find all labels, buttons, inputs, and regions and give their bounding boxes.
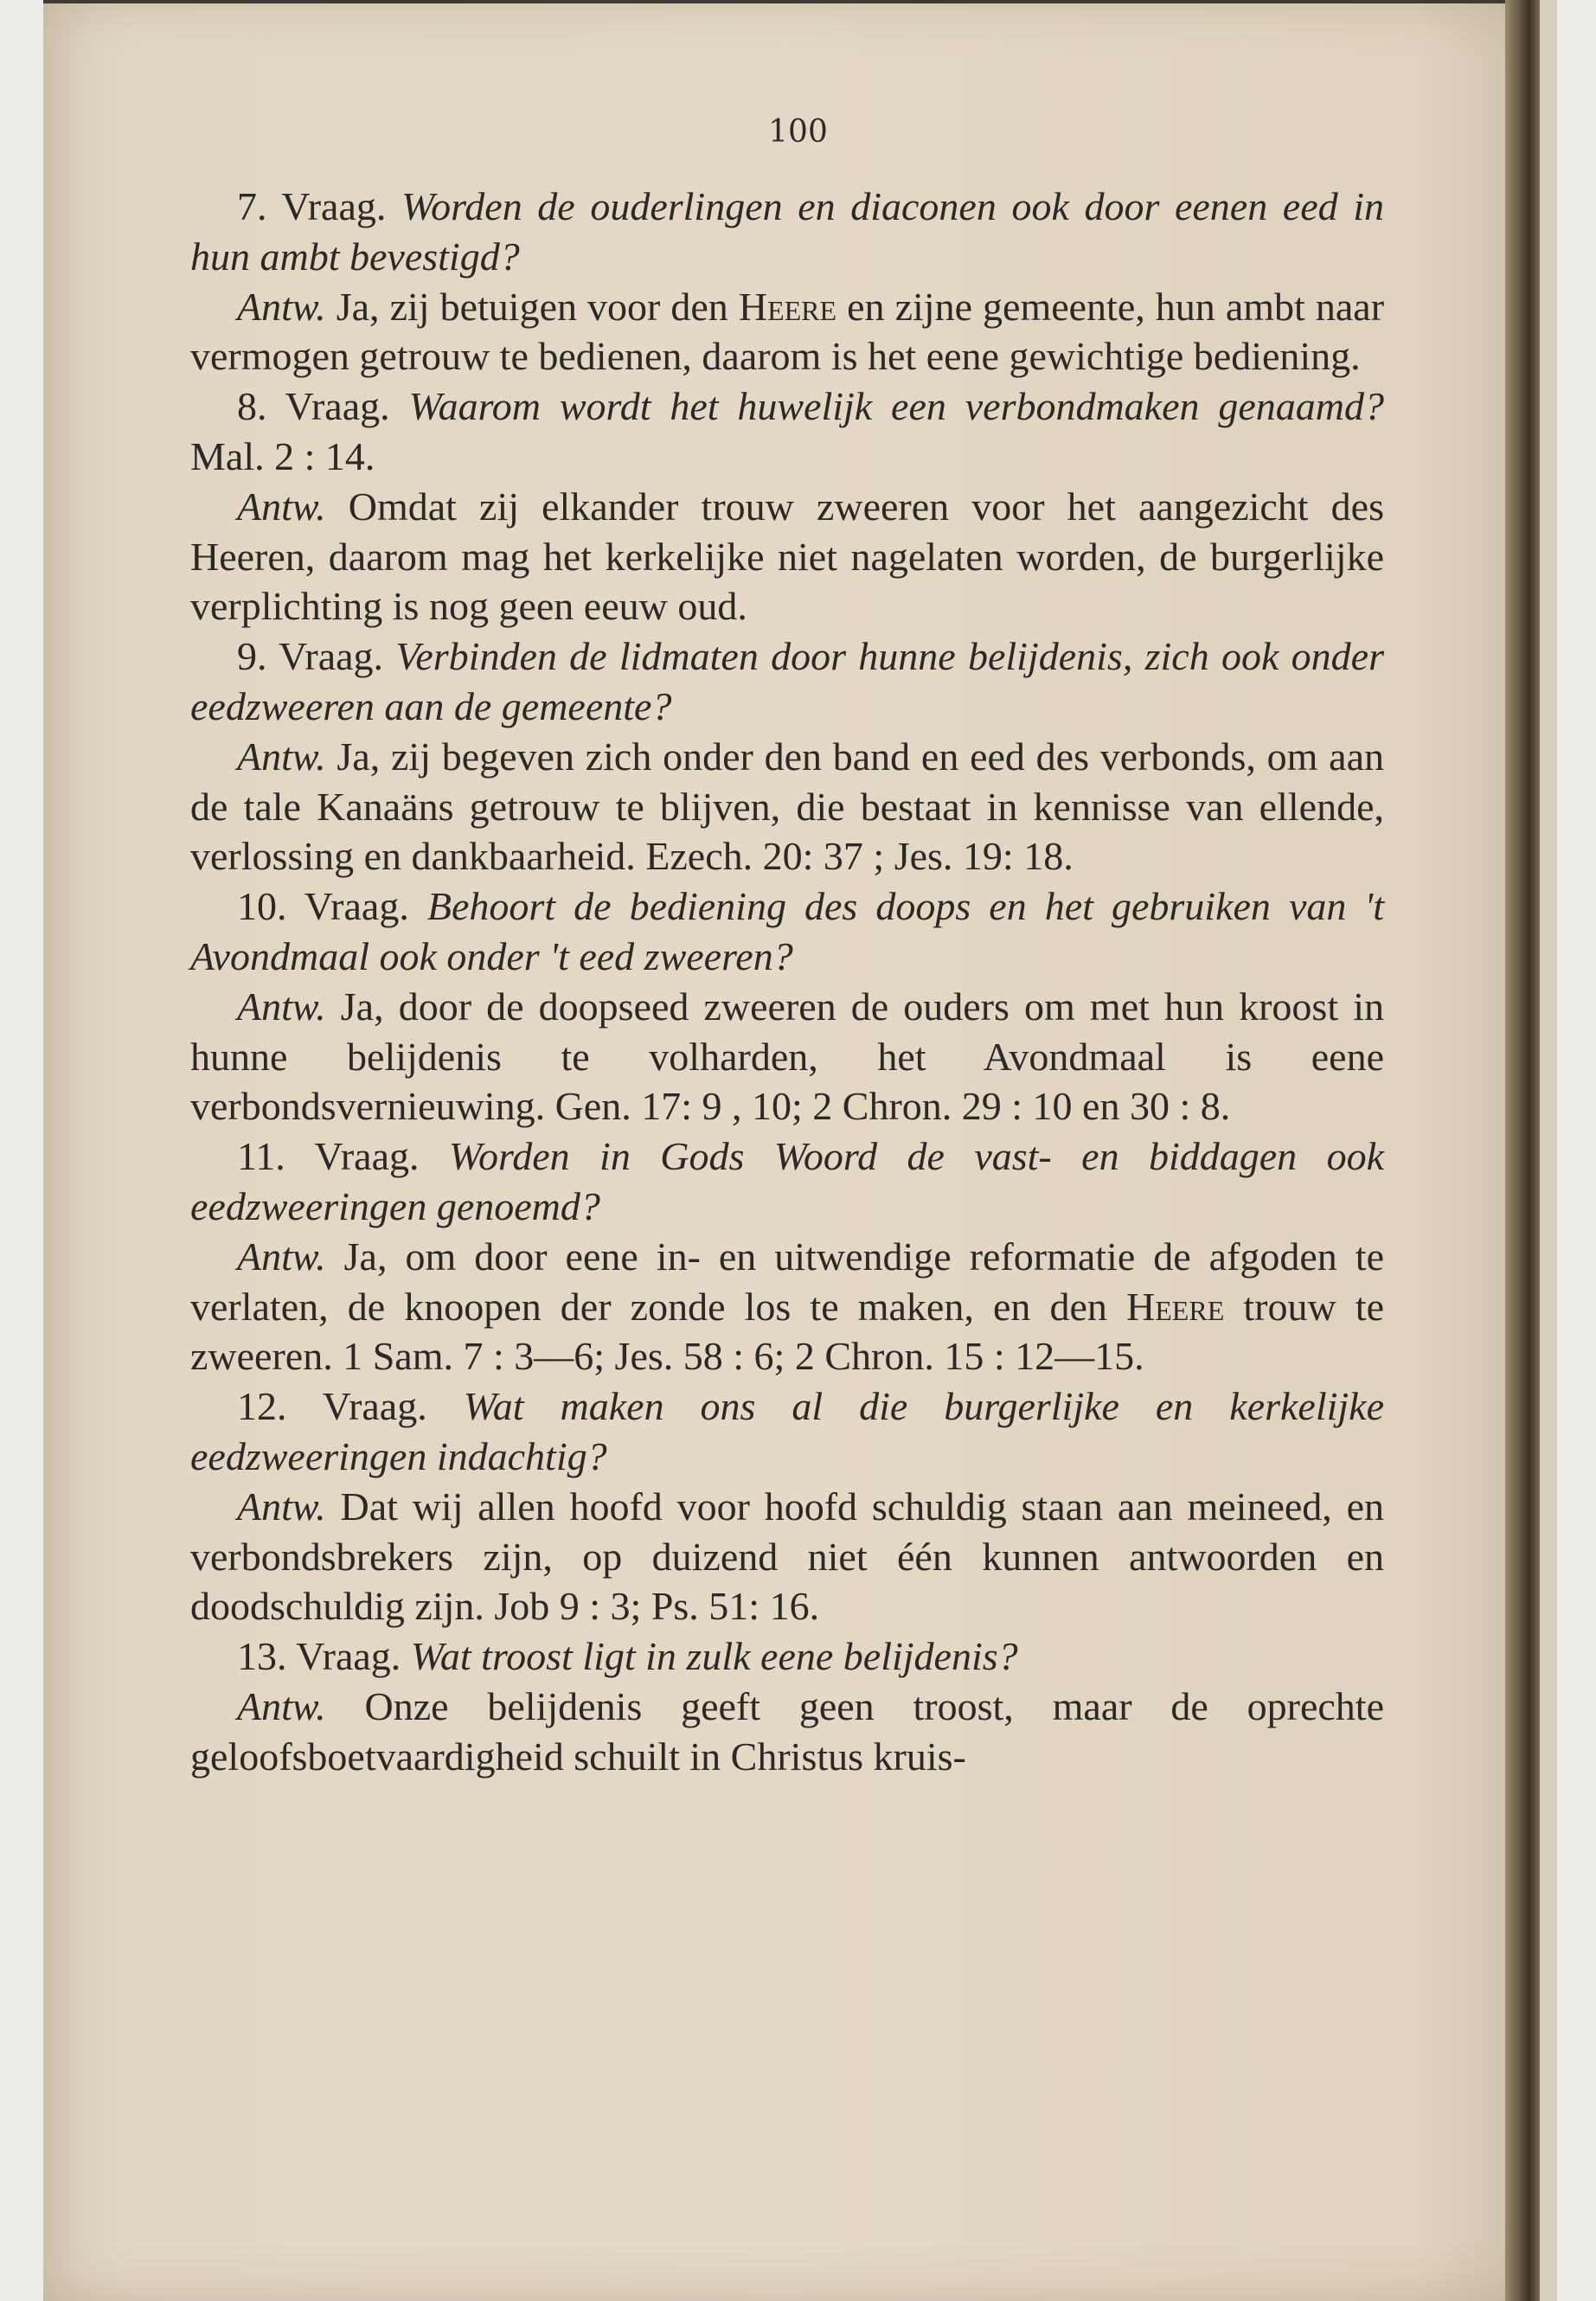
question-number: 11. Vraag. [237, 1134, 420, 1179]
question-number: 8. Vraag. [237, 384, 390, 429]
question-number: 7. Vraag. [237, 184, 387, 228]
question-13 [190, 1631, 1384, 1682]
answer-text: Dat wij allen hoofd voor hoofd schuldig staan aan meineed, en verbondsbrekers zijn, op duizend niet één kunnen antwoorden en doodschuldig zijn. Job 9 : 3; Ps. 51: 16. [190, 1484, 1384, 1629]
answer-smallcaps: Heere [738, 284, 837, 329]
question-number: 9. Vraag. [237, 634, 384, 679]
question-text: Wat maken ons al die burgerlijke en kerkelijke eedzweeringen indachtig? [190, 1384, 1384, 1478]
answer-smallcaps: Heere [1126, 1284, 1225, 1329]
book-spine-shadow [1505, 0, 1540, 2301]
question-text: Behoort de bediening des doops en het gebruiken van 't Avondmaal ook onder 't eed zweeren? [190, 884, 1385, 978]
question-text: Worden de ouderlingen en diaconen ook door eenen eed in hun ambt bevestigd? [190, 184, 1385, 279]
answer-8 [190, 482, 1384, 631]
question-7 [190, 182, 1384, 282]
scan-margin [1540, 0, 1557, 2301]
answer-label: Antw. [237, 984, 326, 1029]
answer-text: Ja, om door eene in- en uitwendige reformatie de afgoden te verlaten, de knoopen der zonde los te maken, en den [190, 1234, 1384, 1329]
answer-10 [190, 982, 1384, 1131]
question-text: Wat troost ligt in zulk eene belijdenis? [410, 1634, 1018, 1679]
question-number: 13. Vraag. [237, 1634, 401, 1679]
question-8 [190, 381, 1384, 482]
question-11 [190, 1131, 1384, 1232]
answer-text: Ja, zij begeven zich onder den band en eed des verbonds, om aan de tale Kanaäns getrouw te blijven, die bestaat in kennisse van ellende, verlossing en dankbaarheid. Ezech. 20: 37 ; Jes. 19: 18. [190, 734, 1385, 879]
answer-label: Antw. [237, 484, 326, 529]
question-12 [190, 1381, 1384, 1482]
scripture-reference: Mal. 2 : 14. [190, 433, 375, 478]
answer-9 [190, 732, 1384, 881]
page-top-edge [43, 0, 1537, 3]
question-text: Waarom wordt het huwelijk een verbondmaken genaamd? [408, 384, 1384, 429]
question-text: Verbinden de lidmaten door hunne belijdenis, zich ook onder eedzweeren aan de gemeente? [190, 634, 1385, 728]
answer-7 [190, 282, 1384, 382]
answer-text: Ja, zij betuigen voor den [336, 284, 728, 329]
answer-11 [190, 1232, 1384, 1381]
question-10 [190, 881, 1384, 982]
answer-text: Omdat zij elkander trouw zweeren voor het aangezicht des Heeren, daarom mag het kerkelijke niet nagelaten worden, de burgerlijke verplichting is nog geen eeuw oud. [190, 484, 1385, 629]
catechism-text [190, 182, 1384, 1782]
answer-label: Antw. [237, 284, 326, 329]
answer-text: Onze belijdenis geeft geen troost, maar de oprechte geloofsboetvaardigheid schuilt in Christus kruis- [190, 1683, 1385, 1779]
answer-text: trouw te zweeren. 1 Sam. 7 : 3—6; Jes. 58 : 6; 2 Chron. 15 : 12—15. [190, 1284, 1385, 1379]
answer-text: en zijne gemeente, hun ambt naar vermogen getrouw te bedienen, daarom is het eene gewichtige bediening. [190, 284, 1385, 379]
answer-label: Antw. [237, 1484, 326, 1529]
question-number: 12. Vraag. [237, 1384, 427, 1429]
question-text: Worden in Gods Woord de vast- en biddagen ook eedzweeringen genoemd? [190, 1134, 1385, 1228]
question-number: 10. Vraag. [237, 884, 409, 929]
question-9 [190, 631, 1384, 732]
page-number: 100 [768, 114, 828, 150]
answer-text: Ja, door de doopseed zweeren de ouders om met hun kroost in hunne belijdenis te volharden, het Avondmaal is eene verbondsvernieuwing. Gen. 17: 9 , 10; 2 Chron. 29 : 10 en 30 : 8. [190, 984, 1384, 1129]
answer-13 [190, 1682, 1384, 1782]
answer-label: Antw. [237, 1234, 326, 1279]
answer-12 [190, 1482, 1384, 1631]
answer-label: Antw. [237, 734, 326, 779]
answer-label: Antw. [237, 1683, 326, 1728]
